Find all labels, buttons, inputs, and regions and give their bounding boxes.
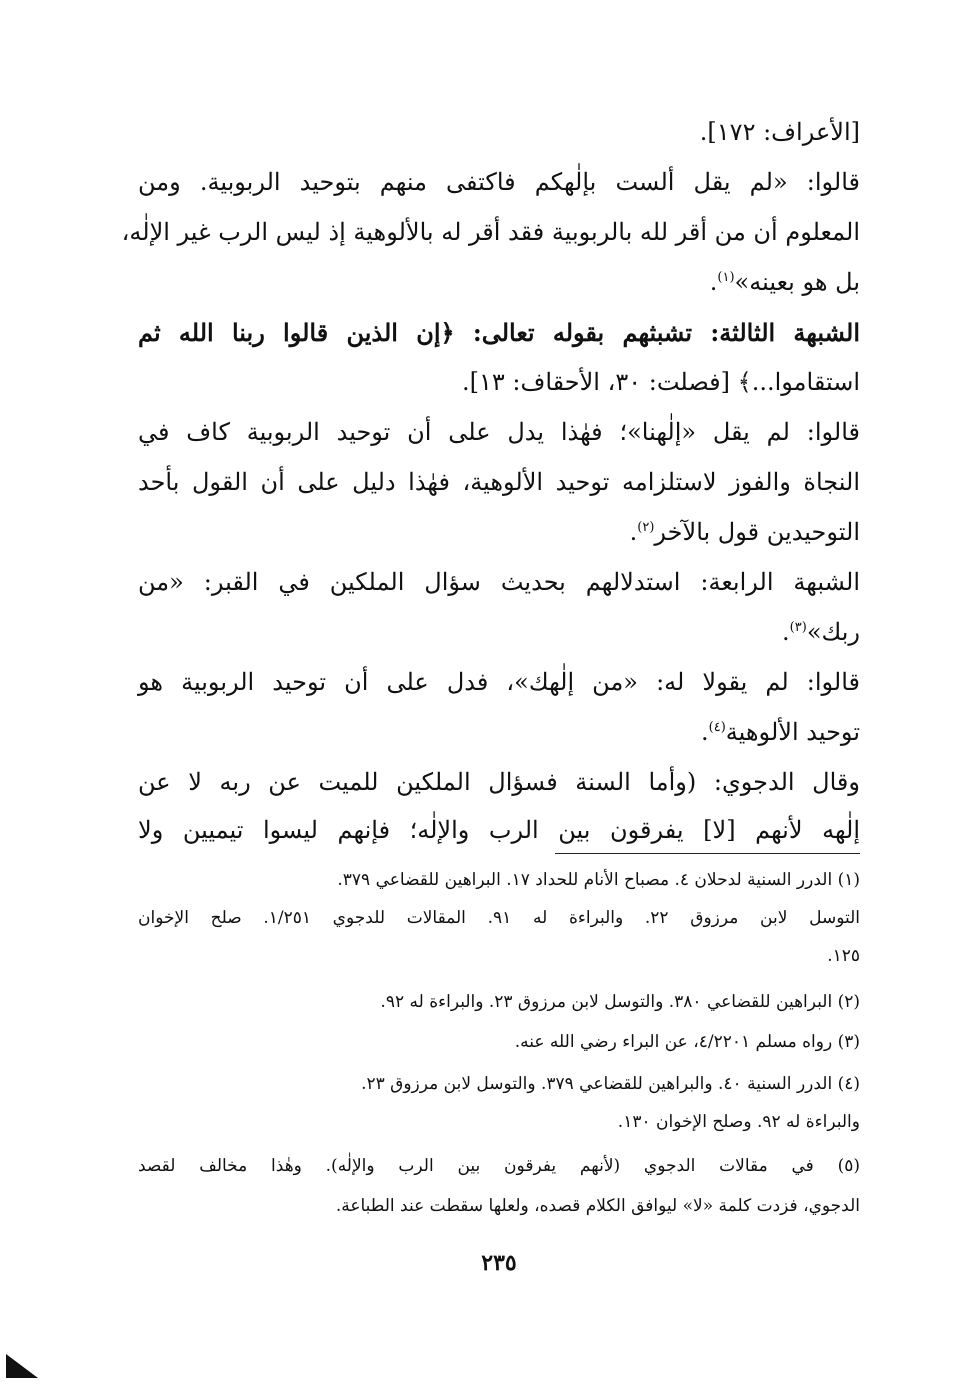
footnote-marker-4: (٤) (708, 720, 726, 735)
footnote-line-8: (٥) في مقالات الدجوي (لأنهم يفرقون بين الرب والإلٰه). وهٰذا مخالف لقصد (138, 1156, 860, 1176)
footnote-separator (555, 853, 860, 854)
footnote-line-5: (٣) رواه مسلم ٤/٢٢٠١، عن البراء رضي الله عنه. (514, 1032, 860, 1052)
footnote-marker-1: (١) (717, 270, 735, 285)
body-line-9: التوحيدين قول بالآخر$^{(٢)}$. (629, 518, 860, 546)
footnote-line-2: التوسل لابن مرزوق ٢٢. والبراءة له ٩١. المقالات للدجوي ١/٢٥١. صلح الإخوان (138, 908, 861, 928)
book-page (121, 0, 861, 1390)
body-line-5: الشبهة الثالثة: تشبثهم بقوله تعالى: ﴿إن الذين قالوا ربنا الله ثم (138, 318, 860, 347)
body-line-1: [الأعراف: ١٧٢]. (699, 118, 860, 146)
page-number: ٢٣٥ (481, 1250, 517, 1276)
footnote-line-4: (٢) البراهين للقضاعي ٣٨٠. والتوسل لابن مرزوق ٢٣. والبراءة له ٩٢. (380, 992, 860, 1012)
footnote-line-6: (٤) الدرر السنية ٤٠. والبراهين للقضاعي ٣٧٩. والتوسل لابن مرزوق ٢٣. (361, 1074, 860, 1094)
body-line-7: قالوا: لم يقل «إلٰهنا»؛ فهٰذا يدل على أن توحيد الربوبية كاف في (138, 418, 860, 446)
body-line-15: إلٰهه لأنهم [لا] يفرقون بين الرب والإلٰه؛ فإنهم ليسوا تيميين ولا (138, 816, 860, 844)
footnote-marker-2: (٢) (637, 520, 655, 535)
footnote-line-3: ١٢٥. (827, 946, 860, 966)
body-line-14: وقال الدجوي: (وأما السنة فسؤال الملكين للميت عن ربه لا عن (138, 768, 860, 796)
footnote-line-7: والبراءة له ٩٢. وصلح الإخوان ١٣٠. (617, 1112, 860, 1132)
body-line-11: ربك»$^{(٣)}$. (782, 618, 860, 646)
body-line-10: الشبهة الرابعة: استدلالهم بحديث سؤال الملكين في القبر: «من (138, 568, 860, 596)
footnote-line-9: الدجوي، فزدت كلمة «لا» ليوافق الكلام قصده، ولعلها سقطت عند الطباعة. (335, 1196, 860, 1216)
corner-mark (6, 1354, 38, 1378)
body-line-4: بل هو بعينه»$^{(١)}$. (709, 268, 860, 296)
body-line-13: توحيد الألوهية$^{(٤)}$. (701, 718, 860, 746)
body-line-8: النجاة والفوز لاستلزامه توحيد الألوهية، فهٰذا دليل على أن القول بأحد (138, 468, 860, 496)
body-line-2: قالوا: «لم يقل ألست بإلٰهكم فاكتفى منهم بتوحيد الربوبية. ومن (138, 168, 860, 196)
footnote-line-1: (١) الدرر السنية لدحلان ٤. مصباح الأنام للحداد ١٧. البراهين للقضاعي ٣٧٩. (337, 870, 860, 890)
body-line-12: قالوا: لم يقولا له: «من إلٰهك»، فدل على أن توحيد الربوبية هو (138, 668, 860, 696)
body-line-6: استقاموا...﴾ [فصلت: ٣٠، الأحقاف: ١٣]. (461, 368, 860, 396)
footnote-marker-3: (٣) (789, 620, 807, 635)
body-line-3: المعلوم أن من أقر لله بالربوبية فقد أقر له بالألوهية إذ ليس الرب غير الإلٰه، (121, 218, 860, 246)
